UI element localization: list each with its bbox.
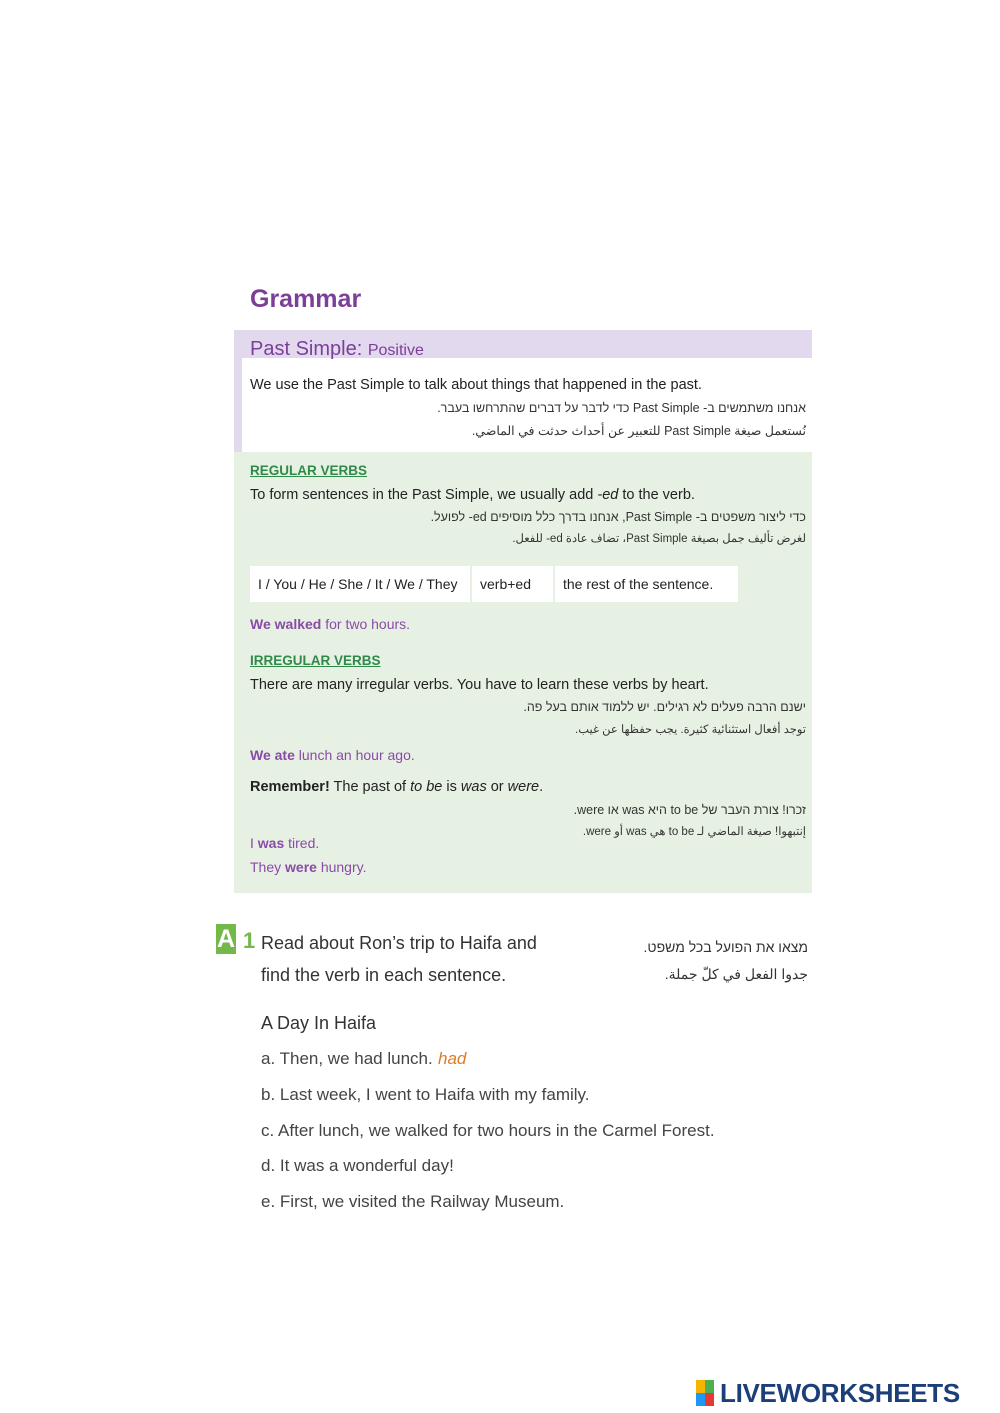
remember-arabic: إنتبهوا! صيغة الماضي لـ to be هي was أو were. xyxy=(582,826,806,838)
regular-rule-pre: To form sentences in the Past Simple, we usually add xyxy=(250,487,598,503)
irregular-example xyxy=(250,747,415,763)
list-item xyxy=(261,1192,564,1212)
irregular-rule: There are many irregular verbs. You have to learn these verbs by heart. xyxy=(250,677,709,693)
example-were-pre: They xyxy=(250,859,286,875)
example-was-bold: was xyxy=(257,835,285,851)
exercise-instruction-line2: find the verb in each sentence. xyxy=(261,965,507,985)
regular-example xyxy=(250,616,410,632)
regular-rule-arabic: لغرض تأليف جمل بصيغة Past Simple، تضاف عادة ed- للفعل. xyxy=(512,533,806,545)
exercise-number: 1 xyxy=(243,928,256,953)
irregular-verbs-title: IRREGULAR VERBS xyxy=(250,653,381,668)
logo-text: LIVEWORKSHEETS xyxy=(720,1377,960,1408)
regular-example-rest: for two hours. xyxy=(321,616,411,632)
item-text: First, we visited the Railway Museum. xyxy=(279,1192,565,1211)
regular-verbs-title: REGULAR VERBS xyxy=(250,463,368,478)
logo-mark-icon xyxy=(696,1380,714,1406)
remember-to-be: to be xyxy=(410,779,443,795)
page-heading: Grammar xyxy=(250,285,362,313)
item-letter: c. xyxy=(261,1121,275,1140)
grammar-box-accent xyxy=(234,358,242,452)
remember-dot: . xyxy=(539,779,544,795)
item-letter: d. xyxy=(261,1156,276,1175)
remember-note xyxy=(250,779,543,795)
remember-text: The past of xyxy=(329,779,411,795)
regular-rule-post: to the verb. xyxy=(618,487,695,503)
remember-was: was xyxy=(460,779,487,795)
example-were xyxy=(250,859,366,875)
logo-square-icon xyxy=(696,1380,705,1393)
liveworksheets-logo xyxy=(696,1376,960,1410)
regular-example-bold: We walked xyxy=(250,616,322,632)
list-item xyxy=(261,1156,454,1176)
logo-square-icon xyxy=(705,1393,714,1406)
table-cell-subjects: I / You / He / She / It / We / They xyxy=(250,566,470,602)
table-cell-rest: the rest of the sentence. xyxy=(553,566,738,602)
item-letter: a. xyxy=(261,1049,276,1068)
item-text: It was a wonderful day! xyxy=(279,1156,454,1175)
example-were-bold: were xyxy=(285,859,317,875)
exercise-instruction-line1: Read about Ron’s trip to Haifa and xyxy=(261,933,537,953)
item-text: Then, we had lunch. xyxy=(279,1049,433,1068)
example-were-post: hungry. xyxy=(316,859,367,875)
intro-english: We use the Past Simple to talk about things that happened in the past. xyxy=(250,377,702,393)
example-was-pre: I xyxy=(250,835,258,851)
example-was xyxy=(250,835,319,851)
logo-square-icon xyxy=(696,1393,705,1406)
irregular-rule-arabic: توجد أفعال استثنائية كثيرة. يجب حفظها عن غيب. xyxy=(575,724,806,736)
irregular-example-rest: lunch an hour ago. xyxy=(294,747,415,763)
example-was-post: tired. xyxy=(284,835,320,851)
exercise-instruction-hebrew: מצאו את הפועל בכל משפט. xyxy=(643,939,808,955)
exercise-badge: A xyxy=(216,925,236,953)
item-text: Last week, I went to Haifa with my family. xyxy=(279,1085,590,1104)
item-letter: b. xyxy=(261,1085,276,1104)
section-title-sub: Positive xyxy=(367,342,424,359)
answer-field-a[interactable]: had xyxy=(438,1049,467,1068)
table-cell-verb: verb+ed xyxy=(470,566,553,602)
section-title xyxy=(250,338,424,361)
list-item xyxy=(261,1085,590,1105)
exercise-instruction-arabic: جدوا الفعل في كلّ جملة. xyxy=(664,966,808,982)
intro-hebrew: אנחנו משתמשים ב- Past Simple כדי לדבר על דברים שהתרחשו בעבר. xyxy=(437,401,806,415)
remember-label: Remember! xyxy=(250,779,330,795)
list-item xyxy=(261,1049,433,1069)
list-item xyxy=(261,1121,715,1141)
irregular-example-bold: We ate xyxy=(250,747,295,763)
item-letter: e. xyxy=(261,1192,276,1211)
sentence-structure-table xyxy=(250,566,738,602)
remember-or: or xyxy=(486,779,508,795)
regular-rule-ed: -ed xyxy=(597,487,619,503)
logo-square-icon xyxy=(705,1380,714,1393)
irregular-rule-hebrew: ישנם הרבה פעלים לא רגילים. יש ללמוד אותם בעל פה. xyxy=(523,700,806,714)
item-text: After lunch, we walked for two hours in the Carmel Forest. xyxy=(278,1121,715,1140)
remember-hebrew: זכרו! צורת העבר של to be היא was או were. xyxy=(573,803,806,817)
regular-rule xyxy=(250,487,695,503)
story-title: A Day In Haifa xyxy=(261,1013,377,1033)
remember-is: is xyxy=(442,779,461,795)
section-title-main: Past Simple: xyxy=(250,338,363,360)
regular-rule-hebrew: כדי ליצור משפטים ב- Past Simple, אנחנו בדרך כלל מוסיפים ed- לפועל. xyxy=(430,510,806,524)
remember-were: were xyxy=(507,779,540,795)
intro-arabic: نُستعمل صيغة Past Simple للتعبير عن أحداث حدثت في الماضي. xyxy=(471,424,806,438)
